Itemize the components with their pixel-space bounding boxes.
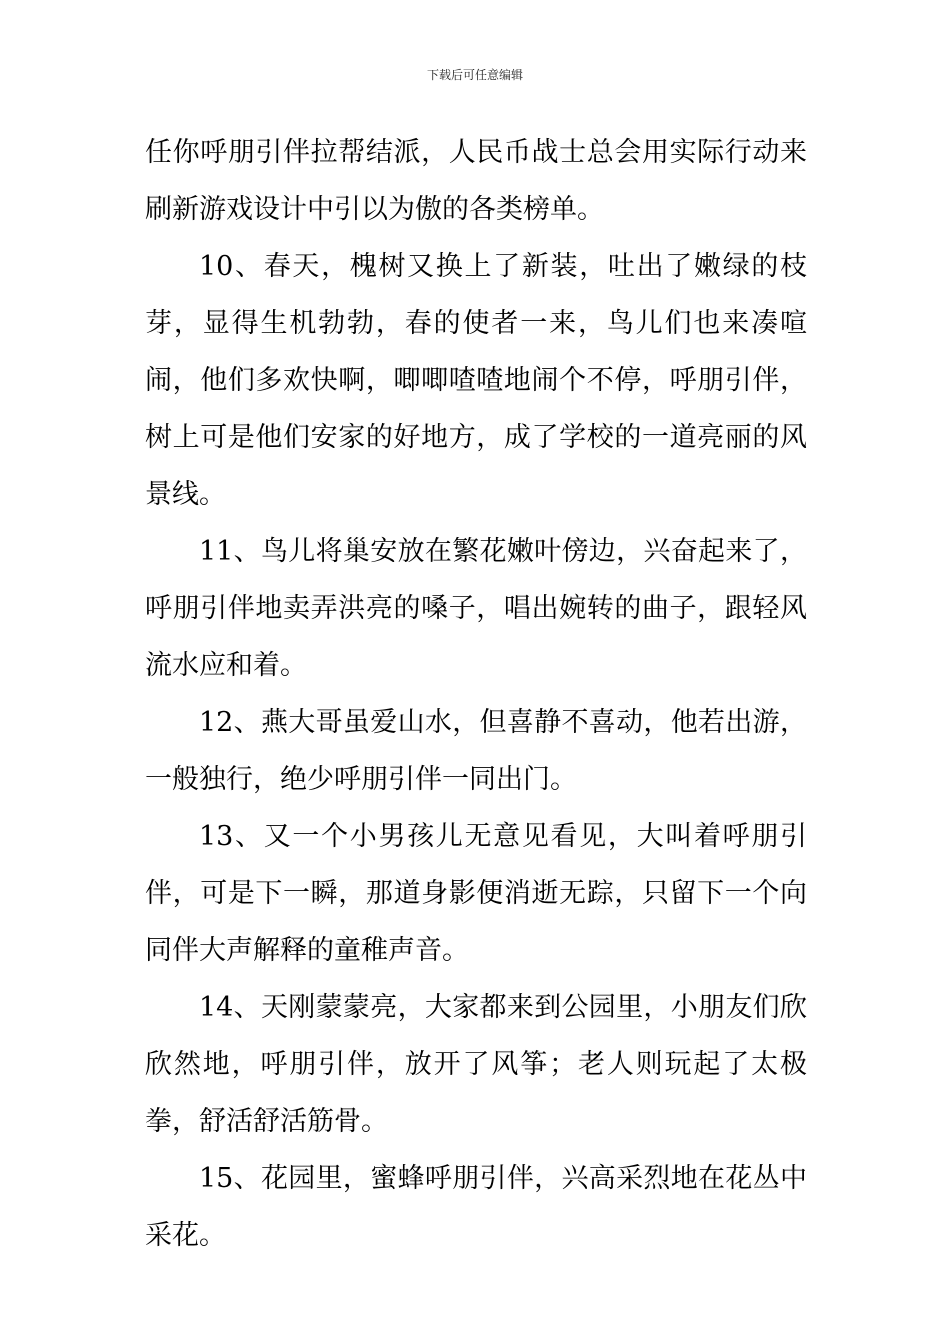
page-header: 下载后可任意编辑	[426, 68, 523, 82]
body-text	[145, 124, 807, 1264]
paragraph-item-14: 14、天刚蒙蒙亮，大家都来到公园里，小朋友们欣欣然地，呼朋引伴，放开了风筝；老人则玩起了太极拳，舒活舒活筋骨。	[145, 992, 807, 1137]
paragraph-item-13: 13、又一个小男孩儿无意见看见，大叫着呼朋引伴，可是下一瞬，那道身影便消逝无踪，只留下一个向同伴大声解释的童稚声音。	[145, 821, 807, 966]
paragraph-item-11: 11、鸟儿将巢安放在繁花嫩叶傍边，兴奋起来了，呼朋引伴地卖弄洪亮的嗓子，唱出婉转的曲子，跟轻风流水应和着。	[145, 536, 807, 681]
paragraph-item-10: 10、春天，槐树又换上了新装，吐出了嫩绿的枝芽，显得生机勃勃，春的使者一来，鸟儿们也来凑喧闹，他们多欢快啊，唧唧喳喳地闹个不停，呼朋引伴，树上可是他们安家的好地方，成了学校的一道亮丽的风景线。	[145, 251, 807, 510]
paragraph-item-15: 15、花园里，蜜蜂呼朋引伴，兴高采烈地在花丛中采花。	[145, 1163, 807, 1251]
paragraph-item-12: 12、燕大哥虽爱山水，但喜静不喜动，他若出游，一般独行，绝少呼朋引伴一同出门。	[145, 707, 807, 795]
paragraph-continuation: 任你呼朋引伴拉帮结派，人民币战士总会用实际行动来刷新游戏设计中引以为傲的各类榜单。	[145, 137, 807, 225]
